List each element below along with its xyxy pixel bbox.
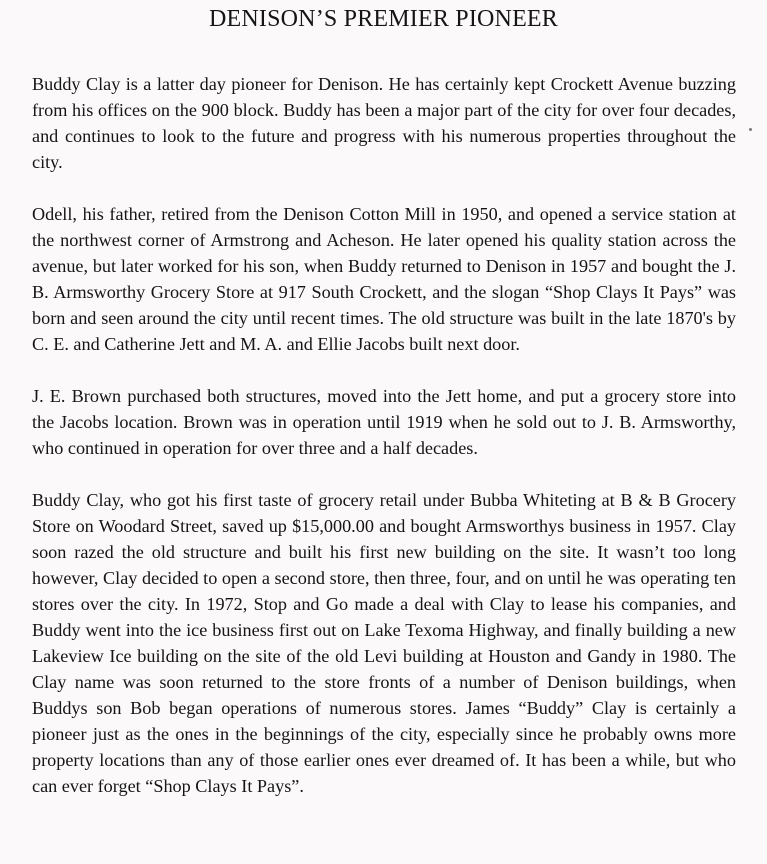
page-title: DENISON’S PREMIER PIONEER (208, 6, 558, 32)
paragraph-3: J. E. Brown purchased both structures, moved into the Jett home, and put a grocery store into the Jacobs location. Brown was in operation until 1919 when he sold out to J. B. Armsworthy, who continued in operation for over three and a half decades. (32, 386, 736, 458)
scan-speck (749, 128, 752, 131)
paragraph-1: Buddy Clay is a latter day pioneer for Denison. He has certainly kept Crockett Avenue buzzing from his offices on the 900 block. Buddy has been a major part of the city for over four decades, and continues to look to the future and progress with his numerous properties throughout the city. (32, 74, 736, 172)
article-body (32, 71, 736, 799)
paragraph-2: Odell, his father, retired from the Denison Cotton Mill in 1950, and opened a service station at the northwest corner of Armstrong and Acheson. He later opened his quality station across the avenue, but later worked for his son, when Buddy returned to Denison in 1957 and bought the J. B. Armsworthy Grocery Store at 917 South Crockett, and the slogan “Shop Clays It Pays” was born and seen around the city until recent times. The old structure was built in the late 1870's by C. E. and Catherine Jett and M. A. and Ellie Jacobs built next door. (32, 204, 736, 354)
paragraph-4: Buddy Clay, who got his first taste of grocery retail under Bubba Whiteting at B & B Grocery Store on Woodard Street, saved up $15,000.00 and bought Armsworthys business in 1957. Clay soon razed the old structure and built his first new building on the site. It wasn’t too long however, Clay decided to open a second store, then three, four, and on until he was operating ten stores over the city. In 1972, Stop and Go made a deal with Clay to lease his companies, and Buddy went into the ice business first out on Lake Texoma Highway, and finally building a new Lakeview Ice building on the site of the old Levi building at Houston and Gandy in 1980. The Clay name was soon returned to the store fronts of a number of Denison buildings, when Buddys son Bob began operations of numerous stores. James “Buddy” Clay is certainly a pioneer just as the ones in the beginnings of the city, especially since he probably owns more property locations than any of those earlier ones ever dreamed of. It has been a while, but who can ever forget “Shop Clays It Pays”. (32, 490, 736, 796)
